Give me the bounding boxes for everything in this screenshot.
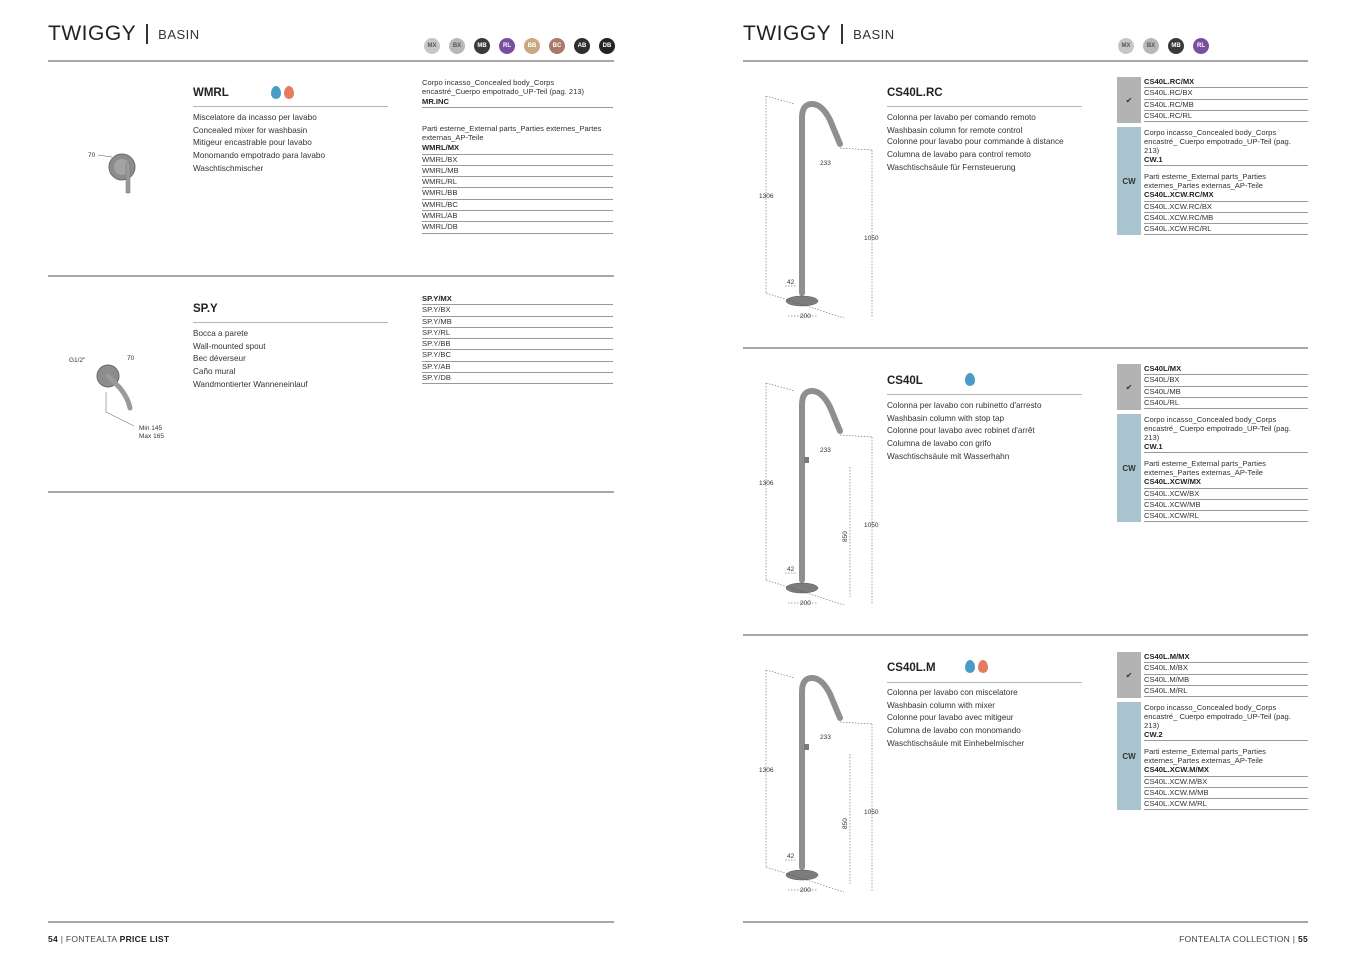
cold-water-icon: [965, 373, 975, 386]
check-icon: ✔: [1117, 77, 1141, 123]
dim-height: 1306: [759, 480, 774, 487]
water-type-icons: [271, 86, 294, 99]
dimension-line: [766, 96, 795, 104]
title-underline: [193, 106, 388, 107]
footer-label: PRICE LIST: [119, 934, 170, 944]
cs40l-code-table: [1117, 364, 1308, 522]
body-note: Corpo incasso_Concealed body_Corps encastré_ Cuerpo empotrado_UP-Teil (pag. 213): [1144, 128, 1291, 155]
header-separator: [841, 24, 843, 44]
check-icon: ✔: [1117, 364, 1141, 410]
cs40l-rc-drawing: [750, 88, 890, 328]
page-number: 55: [1297, 934, 1308, 944]
page-number: 54: [48, 934, 59, 944]
cw-tag: CW: [1117, 127, 1141, 235]
stop-tap: [804, 457, 809, 463]
cw-tag: CW: [1117, 702, 1141, 810]
title-underline: [887, 394, 1082, 395]
wmrl-drawing: [80, 145, 160, 205]
code-row: SP.Y/RL: [422, 328, 613, 339]
footer-brand: FONTEALTA: [65, 934, 117, 944]
column-base: [786, 296, 818, 306]
product-description: Colonna per lavabo con rubinetto d'arresto Washbasin column with stop tap Colonne pour lavabo avec robinet d'arrêt Columna de lavabo con grifo Waschtischsäule mit Wasserhahn: [887, 401, 1042, 461]
wmrl-dim-70: 70: [88, 152, 96, 159]
spy-code-list: [422, 294, 613, 384]
code-row: CS40L.XCW/RL: [1144, 511, 1308, 522]
finish-swatch-mb: MB: [1168, 38, 1184, 54]
section-title: BASIN: [158, 26, 200, 42]
body-code: MR.INC: [422, 97, 613, 108]
header-separator: [146, 24, 148, 44]
code-row: CS40L/RL: [1144, 398, 1308, 409]
finish-swatches: [1118, 38, 1209, 54]
section-rule: [48, 491, 614, 493]
code-row: WMRL/RL: [422, 177, 613, 188]
code-row: WMRL/BB: [422, 188, 613, 199]
code-row: SP.Y/DB: [422, 373, 613, 384]
dim-base: 42: [787, 853, 795, 860]
dim-height: 1306: [759, 767, 774, 774]
body-note: Corpo incasso_Concealed body_Corps encastré_ Cuerpo empotrado_UP-Teil (pag. 213): [1144, 415, 1291, 442]
column-tube: [802, 678, 840, 867]
finish-swatch-ab: AB: [574, 38, 590, 54]
dim-reach: 233: [820, 734, 831, 741]
code-row: SP.Y/MX: [422, 294, 613, 305]
code-row: CS40L.XCW/MX: [1144, 477, 1308, 488]
dim-reach: 233: [820, 160, 831, 167]
water-type-icons: [965, 660, 988, 673]
section-rule: [48, 275, 614, 277]
cs40l-m-drawing: [750, 662, 890, 902]
title-underline: [193, 322, 388, 323]
code-row: CS40L.XCW.RC/RL: [1144, 224, 1308, 235]
code-row: CS40L.XCW.M/MX: [1144, 765, 1308, 776]
dim-height: 1306: [759, 193, 774, 200]
footer-rule: [48, 921, 614, 923]
code-row: SP.Y/BC: [422, 350, 613, 361]
dimension-line: [766, 670, 795, 678]
code-row: WMRL/MB: [422, 166, 613, 177]
spy-dim-70: 70: [127, 355, 135, 362]
check-icon: ✔: [1117, 652, 1141, 698]
dim-height-3: 850: [842, 818, 849, 829]
code-row: SP.Y/AB: [422, 362, 613, 373]
cs40l-m-code-table: [1117, 652, 1308, 810]
dimension-line: [840, 435, 872, 437]
code-row: SP.Y/MB: [422, 317, 613, 328]
product-description: Colonna per lavabo con miscelatore Washbasin column with mixer Colonne pour lavabo avec mitigeur Columna de lavabo con monomando Waschtischsäule mit Einhebelmischer: [887, 688, 1025, 748]
code-row: CS40L.XCW.M/RL: [1144, 799, 1308, 810]
code-row: CS40L.XCW.M/BX: [1144, 777, 1308, 788]
finish-swatch-mx: MX: [1118, 38, 1134, 54]
column-tube: [802, 104, 840, 293]
code-row: CS40L.XCW.RC/MX: [1144, 190, 1308, 201]
brand-title: TWIGGY: [743, 22, 832, 45]
dimension-line: [840, 148, 872, 150]
dimension-line: [766, 383, 795, 391]
code-row: CS40L.RC/MX: [1144, 77, 1308, 88]
spy-drawing: [66, 352, 176, 442]
hot-water-icon: [284, 86, 294, 99]
product-description: Miscelatore da incasso per lavabo Concealed mixer for washbasin Mitigeur encastrable pour lavabo Monomando empotrado para lavabo Waschtischmischer: [193, 113, 325, 173]
parts-note: Parti esterne_External parts_Parties externes_Partes externas_AP-Teile: [1144, 459, 1266, 478]
code-row: WMRL/AB: [422, 211, 613, 222]
section-rule: [743, 634, 1308, 636]
wmrl-code-list: [422, 78, 613, 234]
code-row: WMRL/BX: [422, 155, 613, 166]
code-row: CS40L.RC/MB: [1144, 100, 1308, 111]
body-note: Corpo incasso_Concealed body_Corps encastré_ Cuerpo empotrado_UP-Teil (pag. 213): [1144, 703, 1291, 730]
code-row: WMRL/MX: [422, 143, 613, 154]
dim-height-2: 1050: [864, 809, 879, 816]
dim-diameter: 200: [800, 313, 811, 320]
dim-height-2: 1050: [864, 522, 879, 529]
product-description: Bocca a parete Wall-mounted spout Bec déverseur Caño mural Wandmontierter Wanneneinlauf: [193, 329, 308, 389]
cs40l-drawing: [750, 375, 890, 615]
finish-swatch-rl: RL: [1193, 38, 1209, 54]
finish-swatch-bc: BC: [549, 38, 565, 54]
body-code: CW.1: [1144, 442, 1308, 453]
dimension-line: [840, 722, 872, 724]
product-code: CS40L.M: [887, 662, 936, 674]
product-code: SP.Y: [193, 303, 218, 315]
finish-swatch-bb: BB: [524, 38, 540, 54]
footer-label: COLLECTION: [1232, 934, 1291, 944]
page-header: [48, 22, 200, 52]
code-row: CS40L.XCW/BX: [1144, 489, 1308, 500]
page-footer: FONTEALTA COLLECTION | 55: [1179, 934, 1308, 944]
page-footer: 54 | FONTEALTA PRICE LIST: [48, 934, 170, 944]
title-underline: [887, 682, 1082, 683]
column-base: [786, 870, 818, 880]
code-row: CS40L.RC/BX: [1144, 88, 1308, 99]
cold-water-icon: [271, 86, 281, 99]
finish-swatch-db: DB: [599, 38, 615, 54]
section-title: BASIN: [853, 26, 895, 42]
code-row: CS40L/MB: [1144, 387, 1308, 398]
product-code: CS40L.RC: [887, 87, 943, 99]
cold-water-icon: [965, 660, 975, 673]
parts-note: Parti esterne_External parts_Parties externes_Partes externas_AP-Teile: [422, 124, 602, 143]
spy-dim-max: Max 165: [139, 433, 164, 440]
code-row: CS40L.M/BX: [1144, 663, 1308, 674]
spy-dim-min: Min 145: [139, 425, 163, 432]
code-row: WMRL/BC: [422, 200, 613, 211]
cw-tag: CW: [1117, 414, 1141, 522]
dim-diameter: 200: [800, 600, 811, 607]
footer-brand: FONTEALTA: [1179, 934, 1231, 944]
right-page: [678, 0, 1356, 959]
header-rule: [48, 60, 614, 62]
product-code: WMRL: [193, 87, 229, 99]
dim-height-3: 850: [842, 531, 849, 542]
title-underline: [887, 106, 1082, 107]
brand-title: TWIGGY: [48, 22, 137, 45]
column-tube: [802, 391, 840, 580]
dim-base: 42: [787, 279, 795, 286]
hot-water-icon: [978, 660, 988, 673]
code-row: SP.Y/BX: [422, 305, 613, 316]
finish-swatch-mx: MX: [424, 38, 440, 54]
dim-diameter: 200: [800, 887, 811, 894]
section-rule: [743, 347, 1308, 349]
body-code: CW.1: [1144, 155, 1308, 166]
parts-note: Parti esterne_External parts_Parties externes_Partes externas_AP-Teile: [1144, 172, 1266, 191]
code-row: CS40L.M/MX: [1144, 652, 1308, 663]
water-type-icons: [965, 373, 975, 386]
stop-tap: [804, 744, 809, 750]
code-row: CS40L.XCW/MB: [1144, 500, 1308, 511]
code-row: CS40L.XCW.RC/BX: [1144, 202, 1308, 213]
finish-swatch-bx: BX: [1143, 38, 1159, 54]
code-row: WMRL/DB: [422, 222, 613, 233]
page-header: [743, 22, 895, 52]
spy-dim-thread: G1/2": [69, 357, 86, 364]
code-row: SP.Y/BB: [422, 339, 613, 350]
finish-swatch-rl: RL: [499, 38, 515, 54]
finish-swatch-mb: MB: [474, 38, 490, 54]
dim-reach: 233: [820, 447, 831, 454]
code-row: CS40L.XCW.M/MB: [1144, 788, 1308, 799]
code-row: CS40L.RC/RL: [1144, 111, 1308, 122]
header-rule: [743, 60, 1308, 62]
body-code: CW.2: [1144, 730, 1308, 741]
dim-base: 42: [787, 566, 795, 573]
cs40l-rc-code-table: [1117, 77, 1308, 235]
footer-rule: [743, 921, 1308, 923]
code-row: CS40L/MX: [1144, 364, 1308, 375]
code-row: CS40L/BX: [1144, 375, 1308, 386]
body-note: Corpo incasso_Concealed body_Corps encastré_Cuerpo empotrado_UP-Teil (pag. 213): [422, 78, 585, 96]
product-code: CS40L: [887, 375, 923, 387]
code-row: CS40L.M/RL: [1144, 686, 1308, 697]
code-row: CS40L.XCW.RC/MB: [1144, 213, 1308, 224]
finish-swatches: [424, 38, 615, 54]
product-description: Colonna per lavabo per comando remoto Washbasin column for remote control Colonne pour lavabo pour commande à distance Columna de lavabo para control remoto Waschtischsäule für Fernsteuerung: [887, 113, 1064, 172]
finish-swatch-bx: BX: [449, 38, 465, 54]
column-base: [786, 583, 818, 593]
parts-note: Parti esterne_External parts_Parties externes_Partes externas_AP-Teile: [1144, 747, 1266, 766]
code-row: CS40L.M/MB: [1144, 675, 1308, 686]
dim-height-2: 1050: [864, 235, 879, 242]
